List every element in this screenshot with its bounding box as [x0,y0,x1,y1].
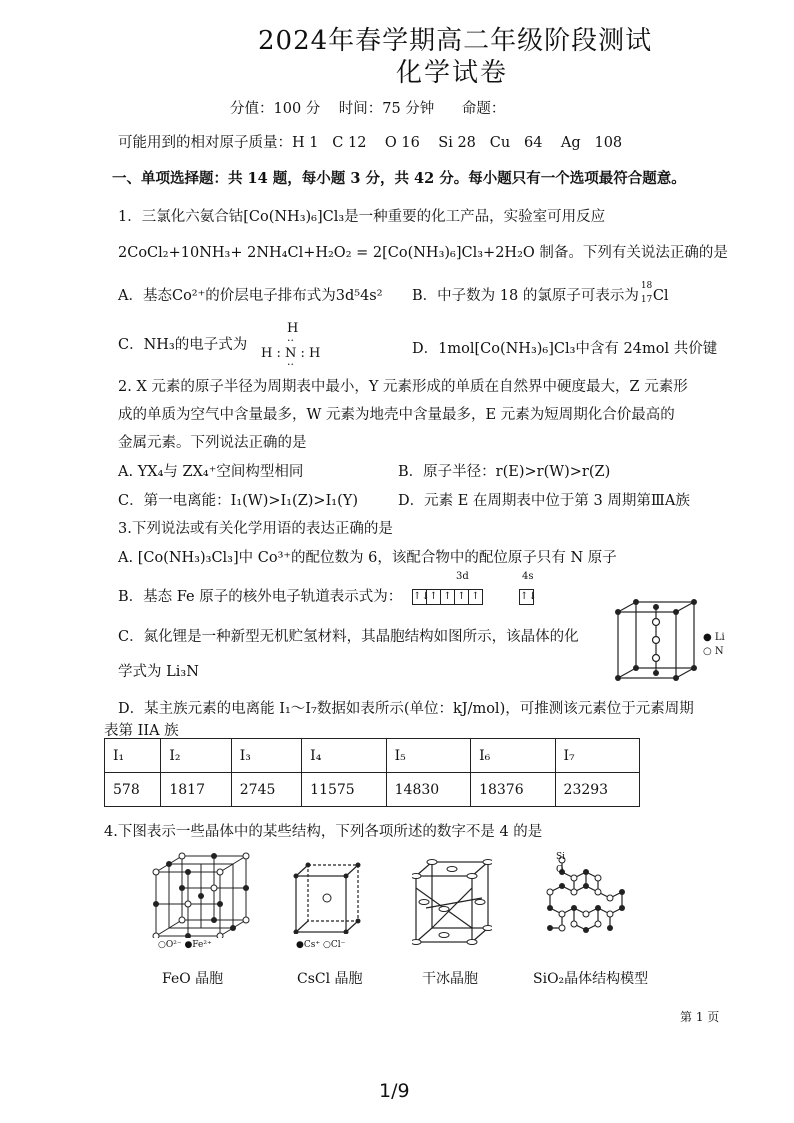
q3-option-d-2: 表第 IIA 族 [104,723,179,739]
q3-option-c-1: C．氮化锂是一种新型无机贮氢材料，其晶胞结构如图所示，该晶体的化 [118,629,579,645]
orbital-label-3d: 3d [456,571,469,582]
q2-option-a: A. YX₄与 ZX₄⁺空间构型相同 [118,464,304,480]
q1-option-c: C．NH₃的电子式为 [118,337,248,353]
table-cell: 2745 [231,773,301,807]
orbital-diagram-3d [413,586,483,605]
q1-option-a: A．基态Co²⁺的价层电子排布式为3d⁵4s² [118,288,383,304]
legend-n-label: N [714,646,724,657]
cscl-legend: ●Cs⁺ ○Cl⁻ [296,940,346,950]
li3n-unit-cell [612,598,708,688]
section-heading: 一、单项选择题：共 14 题，每小题 3 分，共 42 分。每小题只有一个选项最符合题意。 [112,170,686,187]
legend-li: ● Li [703,632,725,643]
page-counter: 1/9 [379,1080,410,1102]
table-row [105,739,640,773]
q3-option-c-2: 学式为 Li₃N [118,664,199,680]
lewis-bottom-dots: ·· [287,358,294,371]
feo-legend: ○O²⁻ ●Fe²⁺ [158,940,212,950]
table-header-cell: I₅ [386,739,470,773]
legend-li-label: Li [714,632,725,643]
table-header-cell: I₃ [231,739,301,773]
table-cell: 18376 [471,773,555,807]
isotope-symbol: Cl [652,288,669,304]
q2-option-c: C．第一电离能：I₁(W)>I₁(Z)>I₁(Y) [118,493,359,509]
page-label: 第 1 页 [680,1010,720,1024]
q2-stem-3: 金属元素。下列说法正确的是 [118,435,307,451]
table-cell: 23293 [555,773,639,807]
dry-ice-structure [412,858,492,946]
table-header-cell: I₇ [555,739,639,773]
table-header-cell: I₂ [161,739,231,773]
isotope-mass-number: 18 [640,281,653,291]
isotope-atomic-number: 17 [640,295,653,305]
feo-structure [152,852,252,938]
table-cell: 578 [105,773,161,807]
q1-option-d: D．1mol[Co(NH₃)₆]Cl₃中含有 24mol 共价键 [412,341,718,357]
q3-option-d-1: D．某主族元素的电离能 I₁～I₇数据如表所示(单位：kJ/mol)，可推测该元素位于元素周期 [118,701,694,717]
q1-option-b [412,281,669,307]
exam-title: 2024年春学期高二年级阶段测试 [258,26,653,56]
q2-option-b: B．原子半径：r(E)>r(W)>r(Z) [398,464,611,480]
table-header-cell: I₆ [471,739,555,773]
table-cell: 14830 [386,773,470,807]
caption-dry-ice: 干冰晶胞 [422,971,478,987]
cscl-structure [293,862,361,934]
ionization-table [104,738,640,807]
q3-option-a: A. [Co(NH₃)₃Cl₃]中 Co³⁺的配位数为 6，该配合物中的配位原子只有 N 原子 [118,550,617,566]
orbital-box: ↑ [468,589,483,605]
orbital-box: ↑↓ [412,589,427,605]
orbital-label-4s: 4s [522,571,534,582]
q1-stem-1: 1．三氯化六氨合钴[Co(NH₃)₆]Cl₃是一种重要的化工产品，实验室可用反应 [118,209,606,225]
sio2-structure [540,848,640,948]
exam-info: 分值：100 分 时间：75 分钟 命题： [230,101,506,117]
orbital-diagram-4s [520,586,537,605]
exam-subtitle: 化学试卷 [396,58,509,88]
table-cell: 11575 [302,773,386,807]
sio2-legend-o: O [556,865,564,875]
q2-stem-1: 2. X 元素的原子半径为周期表中最小，Y 元素形成的单质在自然界中硬度最大，Z 元素形 [118,379,688,395]
q2-option-d: D．元素 E 在周期表中位于第 3 周期第ⅢA族 [398,493,690,509]
orbital-box: ↑↓ [519,589,534,605]
caption-cscl: CsCl 晶胞 [297,971,363,987]
sio2-legend-si: Si [556,852,566,862]
orbital-box: ↑ [426,589,441,605]
legend-n: ○ N [703,646,724,657]
table-cell: 1817 [161,773,231,807]
q3-stem: 3.下列说法或有关化学用语的表达正确的是 [118,521,393,537]
q1-stem-2: 2CoCl₂+10NH₃+ 2NH₄Cl+H₂O₂ = 2[Co(NH₃)₆]Cl₃+2H₂O 制备。下列有关说法正确的是 [118,245,728,261]
lewis-structure: H : N : H [261,346,321,361]
table-header-cell: I₁ [105,739,161,773]
q1-option-b-text: B．中子数为 18 的氯原子可表示为 [412,288,639,304]
atomic-mass-line: 可能用到的相对原子质量：H 1 C 12 O 16 Si 28 Cu 64 Ag 108 [118,135,623,151]
lewis-dots: ·· [287,334,294,347]
q3-option-b: B．基态 Fe 原子的核外电子轨道表示式为： [118,589,403,605]
table-row [105,773,640,807]
lewis-top-h: H [287,321,299,336]
caption-feo: FeO 晶胞 [162,971,224,987]
orbital-box: ↑ [454,589,469,605]
q2-stem-2: 成的单质为空气中含量最多，W 元素为地壳中含量最多，E 元素为短周期化合价最高的 [118,407,675,423]
caption-sio2: SiO₂晶体结构模型 [533,971,649,987]
table-header-cell: I₄ [302,739,386,773]
q4-stem: 4.下图表示一些晶体中的某些结构，下列各项所述的数字不是 4 的是 [104,824,543,840]
orbital-box: ↑ [440,589,455,605]
